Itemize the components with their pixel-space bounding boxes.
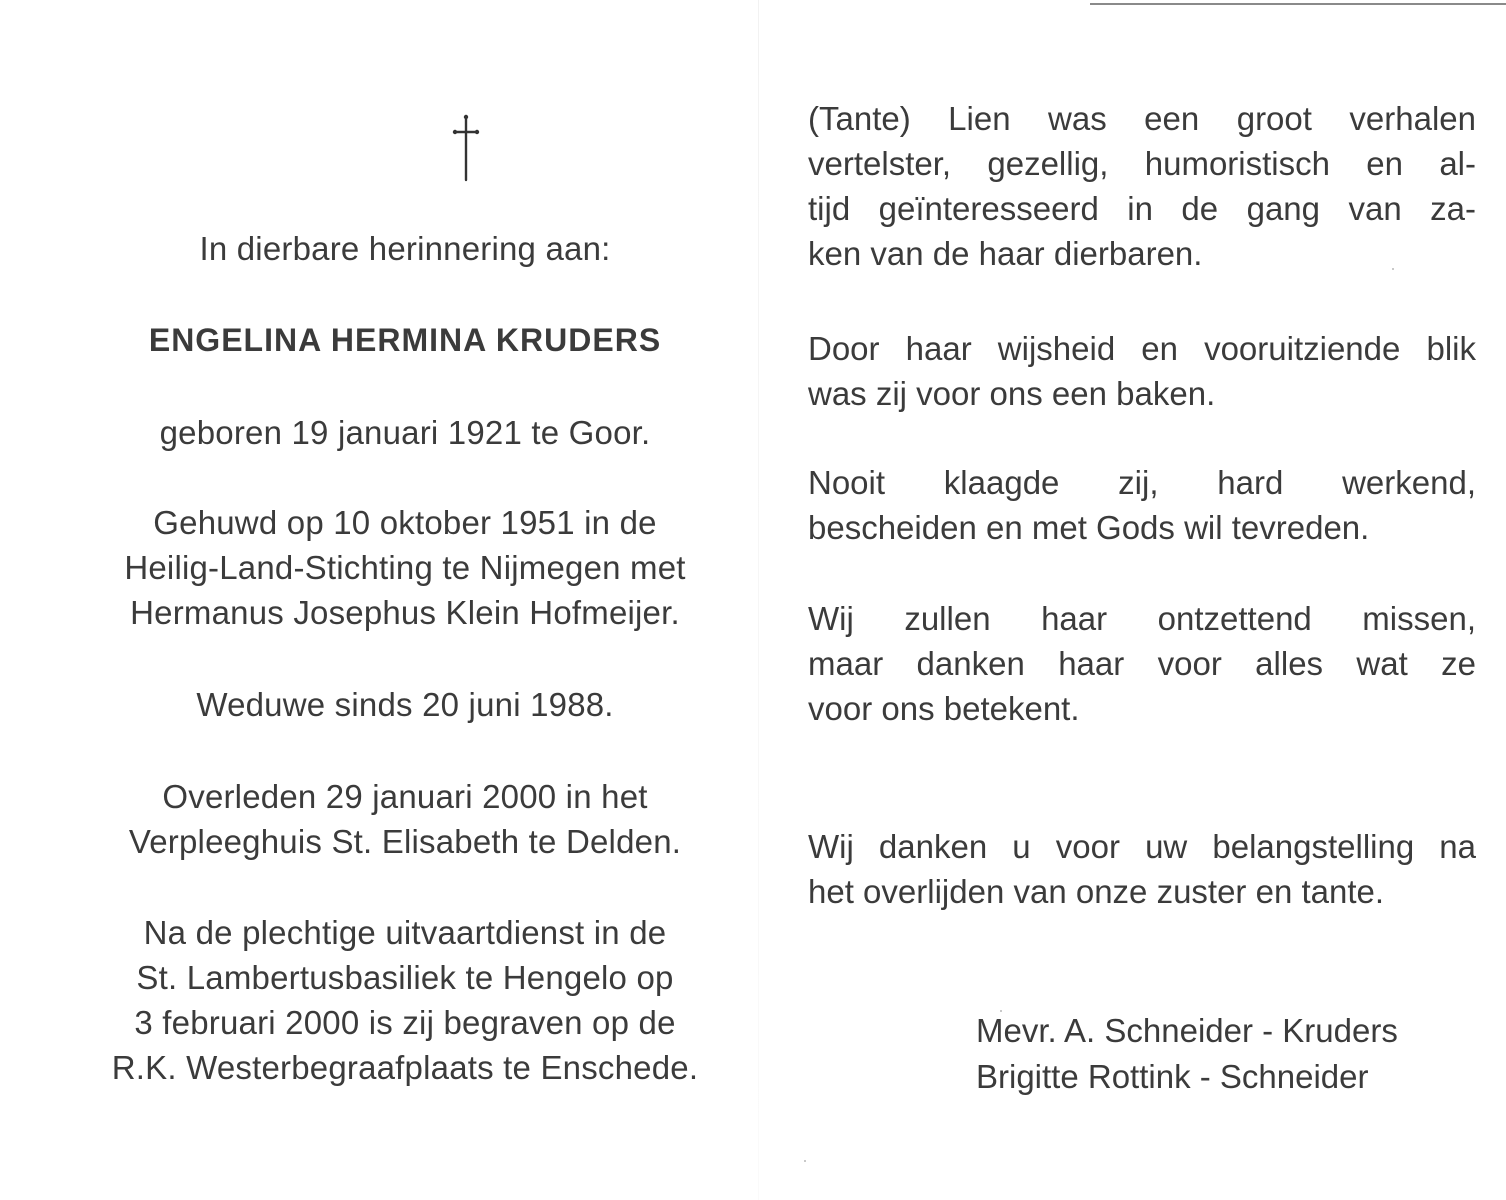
- funeral-line: R.K. Westerbegraafplaats te Enschede.: [111, 1049, 699, 1086]
- text-line: bescheiden en met Gods wil tevreden.: [808, 509, 1370, 546]
- funeral-line: St. Lambertusbasiliek te Hengelo op: [136, 959, 674, 996]
- paragraph-thanks: [808, 824, 1476, 914]
- marriage-block: [60, 500, 750, 635]
- text-line: (Tante) Lien was een groot verhalen: [808, 100, 1476, 137]
- text-line: Nooit klaagde zij, hard werkend,: [808, 464, 1476, 501]
- cross-icon: [450, 112, 480, 182]
- scan-speck: [1000, 1010, 1002, 1012]
- scan-speck: [1392, 268, 1394, 270]
- scan-speck: [804, 1160, 806, 1162]
- text-line: Wij danken u voor uw belangstelling na: [808, 828, 1476, 865]
- right-panel: [808, 0, 1478, 1200]
- funeral-block: [60, 910, 750, 1090]
- intro-text: In dierbare herinnering aan:: [199, 230, 611, 267]
- text-line: Wij zullen haar ontzettend missen,: [808, 600, 1476, 637]
- signature-name: Mevr. A. Schneider - Kruders: [976, 1012, 1398, 1049]
- marriage-line: Hermanus Josephus Klein Hofmeijer.: [130, 594, 680, 631]
- left-panel: [60, 0, 750, 1200]
- death-line: Verpleeghuis St. Elisabeth te Delden.: [128, 823, 682, 860]
- text-line: voor ons betekent.: [808, 690, 1080, 727]
- fold-line: [758, 0, 759, 1200]
- paragraph-wisdom: [808, 326, 1476, 416]
- signature-block: [976, 1008, 1398, 1100]
- text-line: maar danken haar voor alles wat ze: [808, 645, 1476, 682]
- text-line: vertelster, gezellig, humoristisch en al-: [808, 145, 1476, 182]
- paragraph-character: [808, 96, 1476, 276]
- paragraph-missing: [808, 596, 1476, 731]
- deceased-name: ENGELINA HERMINA KRUDERS: [148, 322, 662, 358]
- text-line: ken van de haar dierbaren.: [808, 235, 1203, 272]
- widow-text: Weduwe sinds 20 juni 1988.: [196, 686, 614, 723]
- signature-name: Brigitte Rottink - Schneider: [976, 1058, 1369, 1095]
- marriage-line: Heilig-Land-Stichting te Nijmegen met: [124, 549, 686, 586]
- text-line: het overlijden van onze zuster en tante.: [808, 873, 1385, 910]
- funeral-line: Na de plechtige uitvaartdienst in de: [143, 914, 667, 951]
- marriage-line: Gehuwd op 10 oktober 1951 in de: [153, 504, 657, 541]
- death-block: [60, 774, 750, 864]
- death-line: Overleden 29 januari 2000 in het: [162, 778, 648, 815]
- birth-text: geboren 19 januari 1921 te Goor.: [159, 414, 651, 451]
- text-line: tijd geïnteresseerd in de gang van za-: [808, 190, 1476, 227]
- funeral-line: 3 februari 2000 is zij begraven op de: [134, 1004, 676, 1041]
- paragraph-never-complained: [808, 460, 1476, 550]
- text-line: was zij voor ons een baken.: [808, 375, 1216, 412]
- text-line: Door haar wijsheid en vooruitziende blik: [808, 330, 1476, 367]
